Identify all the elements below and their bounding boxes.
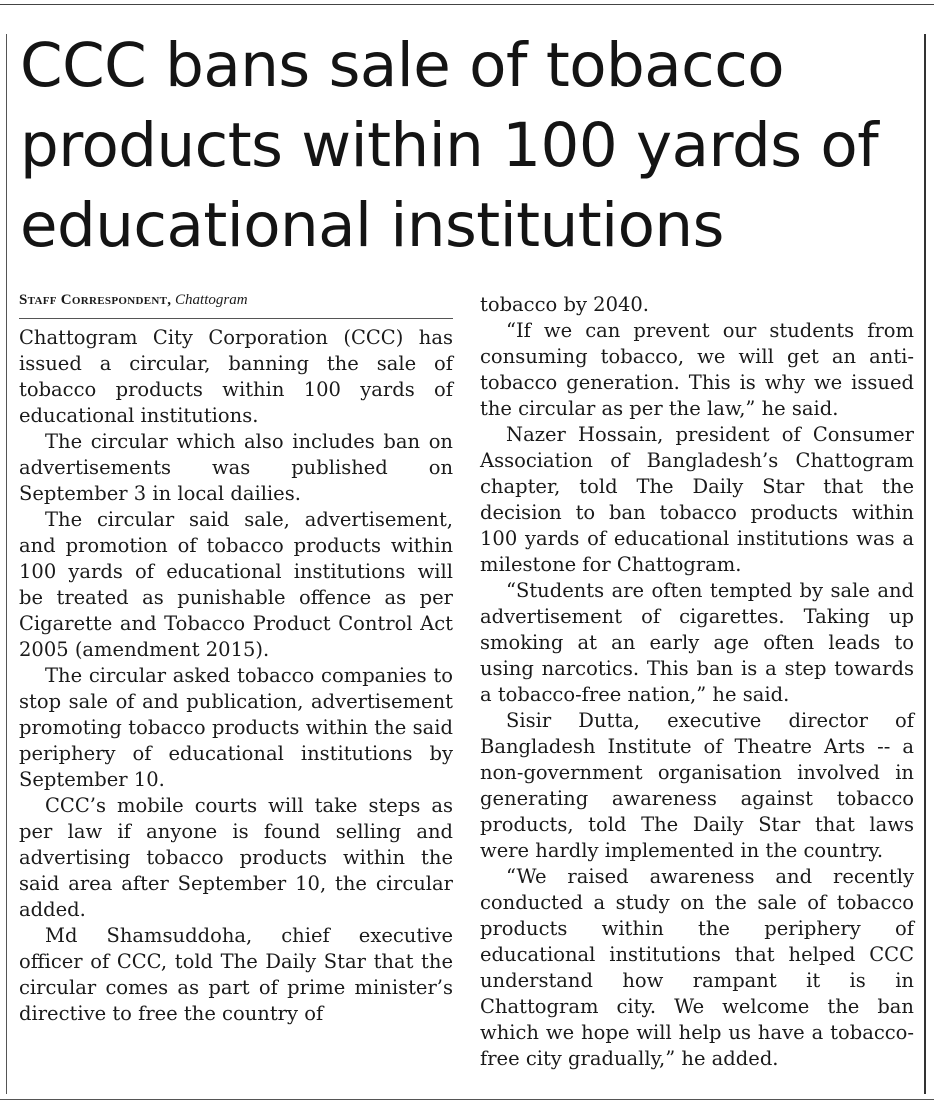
top-border-rule bbox=[0, 4, 934, 5]
byline bbox=[19, 290, 453, 319]
paragraph: Chattogram City Corporation (CCC) has issued a circular, banning the sale of tobacco products within 100 yards of educational institutions. bbox=[19, 326, 453, 427]
article-column-left bbox=[19, 290, 453, 1027]
paragraph: “If we can prevent our students from consuming tobacco, we will get an anti-tobacco generation. This is why we issued the circular as per the law,” he said. bbox=[480, 319, 914, 420]
byline-place: Chattogram bbox=[175, 292, 248, 308]
left-border-rule bbox=[6, 34, 7, 1094]
paragraph: “Students are often tempted by sale and advertisement of cigarettes. Taking up smoking at an early age often leads to using narcotics. This ban is a step towards a tobacco-free nation,” he said. bbox=[480, 579, 914, 706]
paragraph: “We raised awareness and recently conducted a study on the sale of tobacco products within the periphery of educational institutions that helped CCC understand how rampant it is in Chattogram city. We welcome the ban which we hope will help us have a tobacco-free city gradually,” he added. bbox=[480, 865, 914, 1070]
paragraph: The circular said sale, advertisement, and promotion of tobacco products within 100 yards of educational institutions will be treated as punishable offence as per Cigarette and Tobacco Product Control Act 2005 (amendment 2015). bbox=[19, 508, 453, 661]
paragraph: CCC’s mobile courts will take steps as per law if anyone is found selling and advertising tobacco products within the said area after September 10, the circular added. bbox=[19, 794, 453, 921]
article-headline: CCC bans sale of tobacco products within 100 yards of educational institutions bbox=[20, 30, 879, 261]
paragraph: tobacco by 2040. bbox=[480, 293, 649, 316]
bottom-border-rule bbox=[0, 1099, 934, 1100]
paragraph: Md Shamsuddoha, chief executive officer of CCC, told The Daily Star that the circular comes as part of prime minister’s directive to free the country of bbox=[19, 924, 453, 1025]
paragraph: Nazer Hossain, president of Consumer Association of Bangladesh’s Chattogram chapter, told The Daily Star that the decision to ban tobacco products within 100 yards of educational institutions was a milestone for Chattogram. bbox=[480, 423, 914, 576]
paragraph: The circular asked tobacco companies to stop sale of and publication, advertisement promoting tobacco products within the said periphery of educational institutions by September 10. bbox=[19, 664, 453, 791]
article-column-right bbox=[480, 292, 914, 1072]
byline-role: Staff Correspondent, bbox=[19, 292, 172, 308]
paragraph: The circular which also includes ban on advertisements was published on September 3 in local dailies. bbox=[19, 430, 453, 505]
paragraph: Sisir Dutta, executive director of Bangladesh Institute of Theatre Arts -- a non-government organisation involved in generating awareness against tobacco products, told The Daily Star that laws were hardly implemented in the country. bbox=[480, 709, 914, 862]
